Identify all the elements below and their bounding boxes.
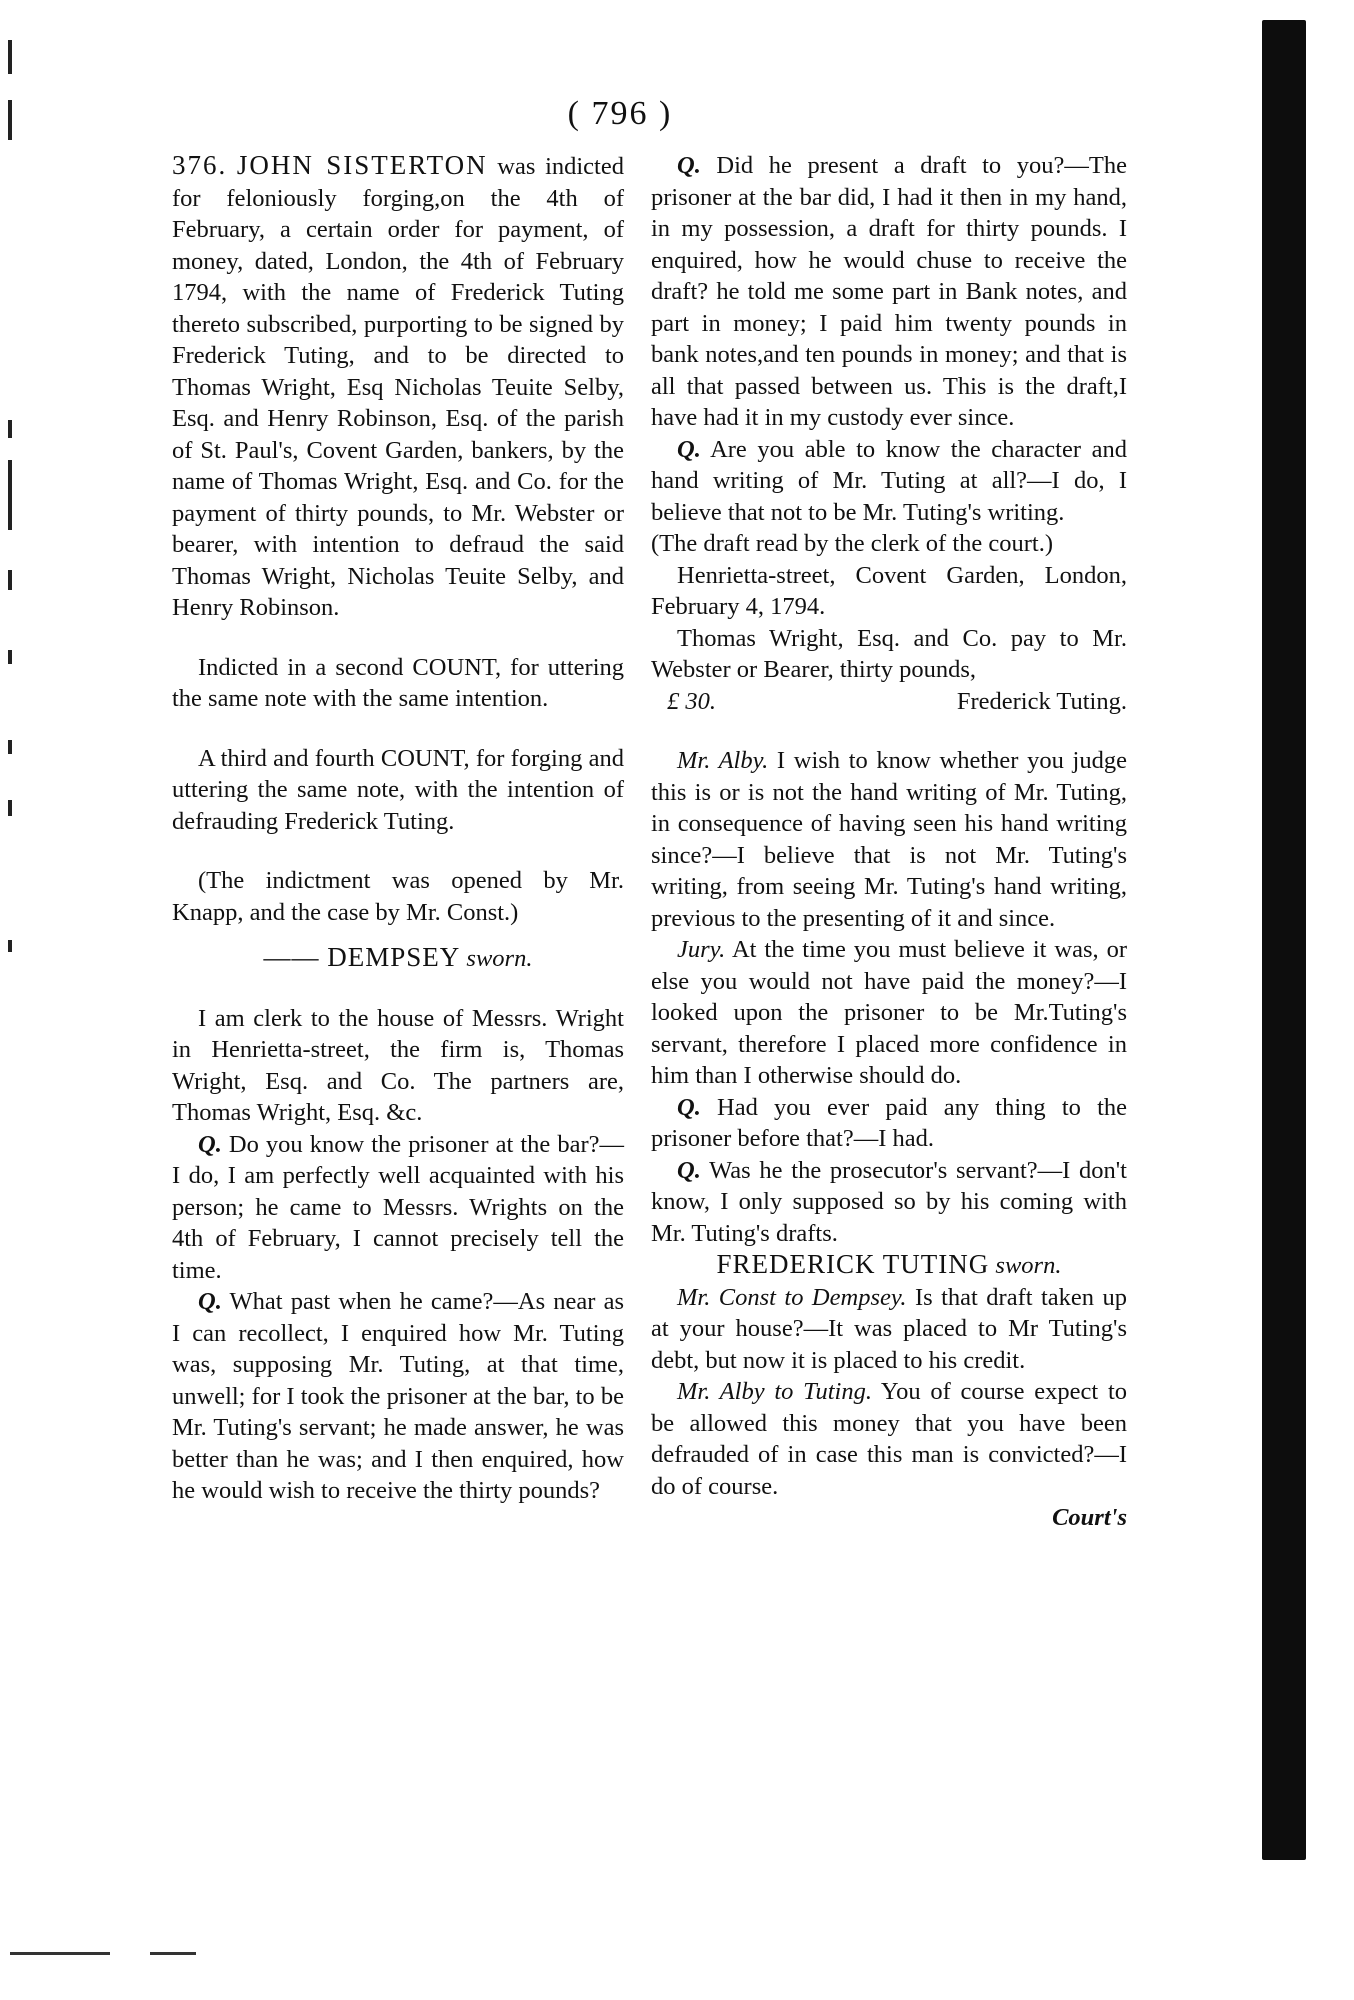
bottom-scan-mark [150,1952,196,1955]
question-mark-q: Q. [198,1288,222,1315]
testimony-paragraph [172,1129,624,1287]
testimony-text: Do you know the prisoner at the bar?—I do, I am perfectly well acquainted with his person; he came to Messrs. Wrights on the 4th of February, I cannot precisely tell the time. [172,1130,625,1284]
testimony-paragraph [172,1003,624,1129]
witness-heading-tuting [651,1249,1127,1282]
testimony-text: I wish to know whether you judge this is or is not the hand writing of Mr. Tuting, in consequence of having seen his hand writing since?—I believe that is not Mr. Tuting's writing, from seeing Mr. Tuting's hand writing, previous to the presenting of it and since. [651,747,1127,932]
page-edge-shadow [1262,20,1306,1860]
question-mark-q: Q. [677,152,701,179]
testimony-text: Did he present a draft to you?—The prisoner at the bar did, I had it then in my hand, in my possession, a draft for thirty pounds. I enquired, how he would chuse to receive the draft? he told me some part in Bank notes, and part in money; I paid him twenty pounds in bank notes,and ten pounds in money; and that is all that passed between us. This is the draft,I have had it in my custody ever since. [651,152,1127,431]
sworn-label: sworn. [466,945,533,972]
speaker-label: Mr. Const to Dempsey. [677,1283,907,1311]
witness-name: —— DEMPSEY [263,942,461,972]
witness-name: FREDERICK TUTING [716,1249,990,1279]
testimony-paragraph [651,1282,1127,1377]
entry-number: 376. [172,150,228,180]
right-column [651,150,1127,1534]
testimony-text: Are you able to know the character and hand writing of Mr. Tuting at all?—I do, I believe that not to be Mr. Tuting's writing. [651,435,1127,526]
left-column [172,150,624,1507]
margin-marks [8,40,18,1040]
bottom-scan-mark [10,1952,110,1955]
draft-read-note: (The draft read by the clerk of the court.) [651,530,1054,557]
draft-amount: £ 30. [667,687,716,715]
question-mark-q: Q. [677,1156,701,1184]
second-count: Indicted in a second COUNT, for uttering the same note with the same intention. [172,653,624,712]
indictment-paragraph [172,150,624,624]
testimony-text: You of course expect to be allowed this money that you have been defrauded of in case this man is convicted?—I do of course. [651,1378,1127,1500]
testimony-paragraph [172,1286,624,1507]
testimony-paragraph [651,1155,1127,1250]
testimony-text: At the time you must believe it was, or else you would not have paid the money?—I looked upon the prisoner to be Mr.Tuting's servant, therefore I placed more confidence in him than I otherwise should do. [651,936,1127,1089]
testimony-paragraph [651,1376,1127,1502]
draft-signature: Frederick Tuting. [956,687,1127,715]
testimony-text: Had you ever paid any thing to the prisoner before that?—I had. [651,1093,1128,1152]
page-number: ( 796 ) [567,95,673,132]
testimony-text: Was he the prosecutor's servant?—I don't know, I only supposed so by his coming with Mr. Tuting's drafts. [651,1156,1127,1247]
indictment-text: was indicted for feloniously forging,on the 4th of February, a certain order for payment, of money, dated, London, the 4th of February 1794, with the name of Frederick Tuting thereto subscribed, purporting to be signed by Frederick Tuting, and to be directed to Thomas Wright, Esq Nicholas Teuite Selby, Esq. and Henry Robinson, Esq. of the parish of St. Paul's, Covent Garden, bankers, by the name of Thomas Wright, Esq. and Co. for the payment of thirty pounds, to Mr. Webster or bearer, with intention to defraud the said Thomas Wright, Nicholas Teuite Selby, and Henry Robinson. [172,153,624,621]
testimony-paragraph [651,434,1127,529]
question-mark-q: Q. [677,1093,701,1121]
draft-body: Thomas Wright, Esq. and Co. pay to Mr. Webster or Bearer, thirty pounds, [651,624,1127,683]
testimony-paragraph [651,934,1127,1092]
question-mark-q: Q. [198,1130,222,1158]
testimony-text: Is that draft taken up at your house?—It was placed to Mr Tuting's debt, but now it is placed to his credit. [651,1283,1127,1374]
speaker-label: Mr. Alby to Tuting. [677,1378,872,1405]
question-mark-q: Q. [677,435,701,463]
testimony-paragraph [651,745,1127,934]
draft-address: Henrietta-street, Covent Garden, London, February 4, 1794. [651,561,1127,620]
draft-amount-line [651,686,1127,718]
testimony-text: I am clerk to the house of Messrs. Wright in Henrietta-street, the firm is, Thomas Wright, Esq. and Co. The partners are, Thomas Wright, Esq. &c. [172,1004,624,1126]
testimony-paragraph [651,150,1127,434]
sworn-label: sworn. [995,1252,1062,1279]
third-fourth-count: A third and fourth COUNT, for forging and uttering the same note, with the intention of defrauding Frederick Tuting. [172,744,624,835]
testimony-text: What past when he came?—As near as I can recollect, I enquired how Mr. Tuting was, supposing Mr. Tuting, at that time, unwell; for I took the prisoner at the bar, to be Mr. Tuting's servant; he made answer, he was better than he was; and I then enquired, how he would wish to receive the thirty pounds? [172,1288,625,1504]
speaker-label: Mr. Alby. [677,747,769,774]
opening-note: (The indictment was opened by Mr. Knapp, and the case by Mr. Const.) [172,867,624,926]
defendant-name: JOHN SISTERTON [236,150,488,180]
witness-heading-dempsey [172,942,624,975]
catchword: Court's [1052,1504,1127,1531]
speaker-label: Jury. [677,936,726,963]
testimony-paragraph [651,1092,1127,1155]
